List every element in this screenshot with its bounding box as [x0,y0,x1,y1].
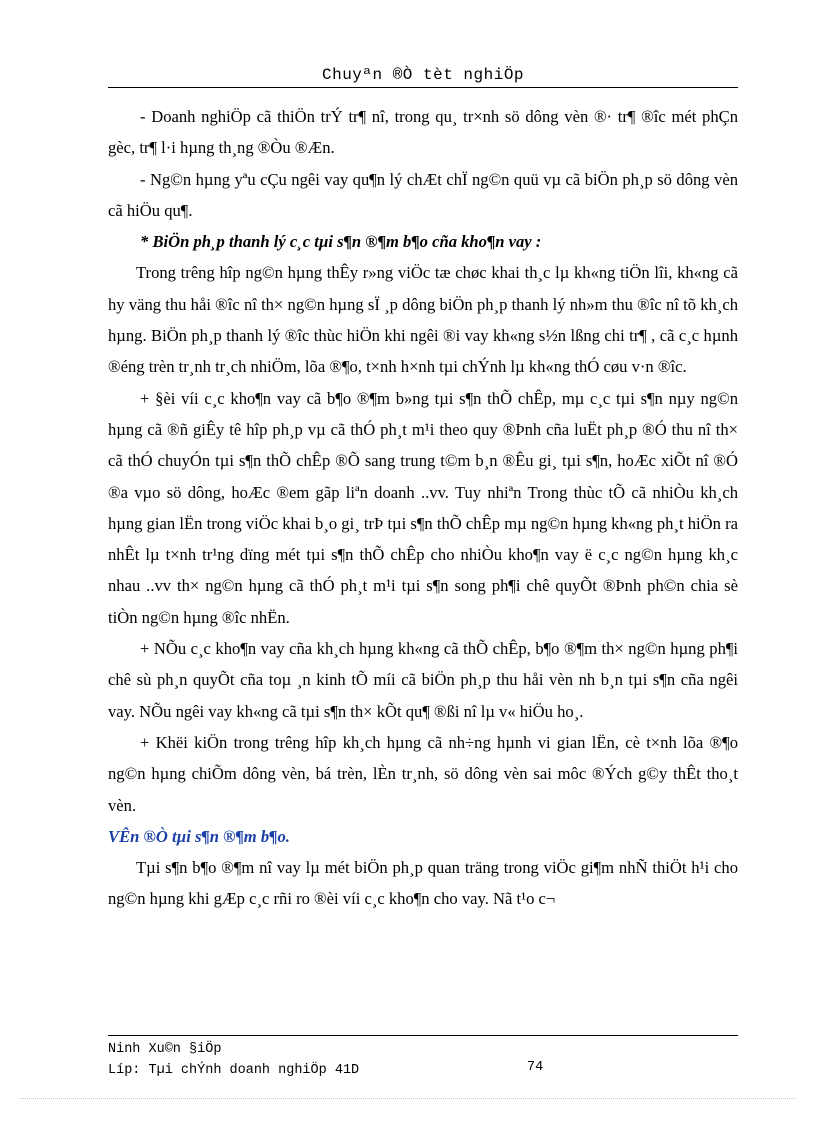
paragraph-7: Tµi s¶n b¶o ®¶m nî vay lµ mét biÖn ph¸p quan träng trong viÖc gi¶m nhÑ thiÖt h¹i cho ng©n hµng khi gÆp c¸c rñi ro ®èi víi c¸c kho¶n cho vay. Nã t¹o c¬ [108,858,738,909]
body-text [108,101,738,915]
footer-author: Ninh Xu©n §iÖp [108,1042,222,1057]
paragraph-1: - Doanh nghiÖp cã thiÖn trÝ tr¶ nî, trong qu¸ tr×nh sö dông vèn ®· tr¶ ®îc mét phÇn gèc, tr¶ l·i hµng th¸ng ®Òu ®Æn. [108,107,738,158]
footer-class-info: Líp: Tµi chÝnh doanh nghiÖp 41D [108,1063,360,1078]
footer-divider [108,1035,738,1036]
paragraph-6: + Khëi kiÖn trong trêng hîp kh¸ch hµng cã nh÷ng hµnh vi gian lËn, cè t×nh lõa ®¶o ng©n hµng chiÕm dông vèn, bá trèn, lÈn tr¸nh, sö dông vèn sai môc ®Ých g©y thÊt tho¸t vèn. [108,732,738,815]
paragraph-2: - Ng©n hµng yªu cÇu ngêi vay qu¶n lý chÆt chÏ ng©n quü vµ cã biÖn ph¸p sö dông vèn cã hiÖu qu¶. [108,169,738,220]
paragraph-4: + §èi víi c¸c kho¶n vay cã b¶o ®¶m b»ng tµi s¶n thÕ chÊp, mµ c¸c tµi s¶n nµy ng©n hµng cã ®ñ giÊy tê hîp ph¸p vµ cã thÓ ph¸t m¹i theo quy ®Þnh cña luËt ph¸p ®Ó thu nî th× cã thÓ chuyÓn tµi s¶n thÕ chÊp ®Õ sang trung t©m b¸n ®Êu gi¸ tµi s¶n, hoÆc xiÕt nî ®Ó ®a vµo sö dông, hoÆc ®em gãp liªn doanh ..vv. Tuy nhiªn Trong thùc tÕ cã nhiÒu kh¸ch hµng gian lËn trong viÖc khai b¸o gi¸ trÞ tµi s¶n thÕ chÊp mµ ng©n hµng kh«ng ph¸t hiÖn ra nhÊt lµ t×nh tr¹ng dïng mét tµi s¶n thÕ chÊp cho nhiÒu kho¶n vay ë c¸c ng©n hµng kh¸c nhau ..vv th× ng©n hµng cã thÓ ph¸t m¹i tµi s¶n song ph¶i chê quyÕt ®Þnh ph©n chia sè tiÒn ng©n hµng ®îc nhËn. [108,388,738,627]
section-heading-liquidation: * BiÖn ph¸p thanh lý c¸c tµi s¶n ®¶m b¶o cña kho¶n vay : [140,232,542,252]
header-divider [108,87,738,88]
page-header-title: Chuyªn ®Ò tèt nghiÖp [321,66,525,84]
paragraph-3: Trong trêng hîp ng©n hµng thÊy r»ng viÖc tæ chøc khai th¸c lµ kh«ng tiÖn lîi, kh«ng cã hy väng thu håi ®îc nî th× ng©n hµng sÏ ¸p dông biÖn ph¸p thanh lý nh»m thu ®îc nî tõ kh¸ch hµng. BiÖn ph¸p thanh lý ®îc thùc hiÖn khi ngêi ®i vay kh«ng s½n lßng chi tr¶ , cã c¸c hµnh ®éng trèn tr¸nh tr¸ch nhiÖm, lõa ®¶o, t×nh h×nh tµi chÝnh lµ kh«ng thÓ cøu v·n ®îc. [108,263,738,377]
paragraph-5: + NÕu c¸c kho¶n vay cña kh¸ch hµng kh«ng cã thÕ chÊp, b¶o ®¶m th× ng©n hµng ph¶i chê sù ph¸n quyÕt cña toµ ¸n kinh tÕ míi cã biÖn ph¸p thu håi vèn nh b¸n tµi s¶n cña ngêi vay. NÕu ngêi vay kh«ng cã tµi s¶n th× kÕt qu¶ ®ßi nî lµ v« hiÖu ho¸. [108,639,738,721]
page-bottom-divider [20,1098,796,1099]
page-number: 74 [527,1060,544,1075]
section-heading-collateral: VÊn ®Ò tµi s¶n ®¶m b¶o. [108,826,290,846]
page-footer [108,1039,738,1081]
